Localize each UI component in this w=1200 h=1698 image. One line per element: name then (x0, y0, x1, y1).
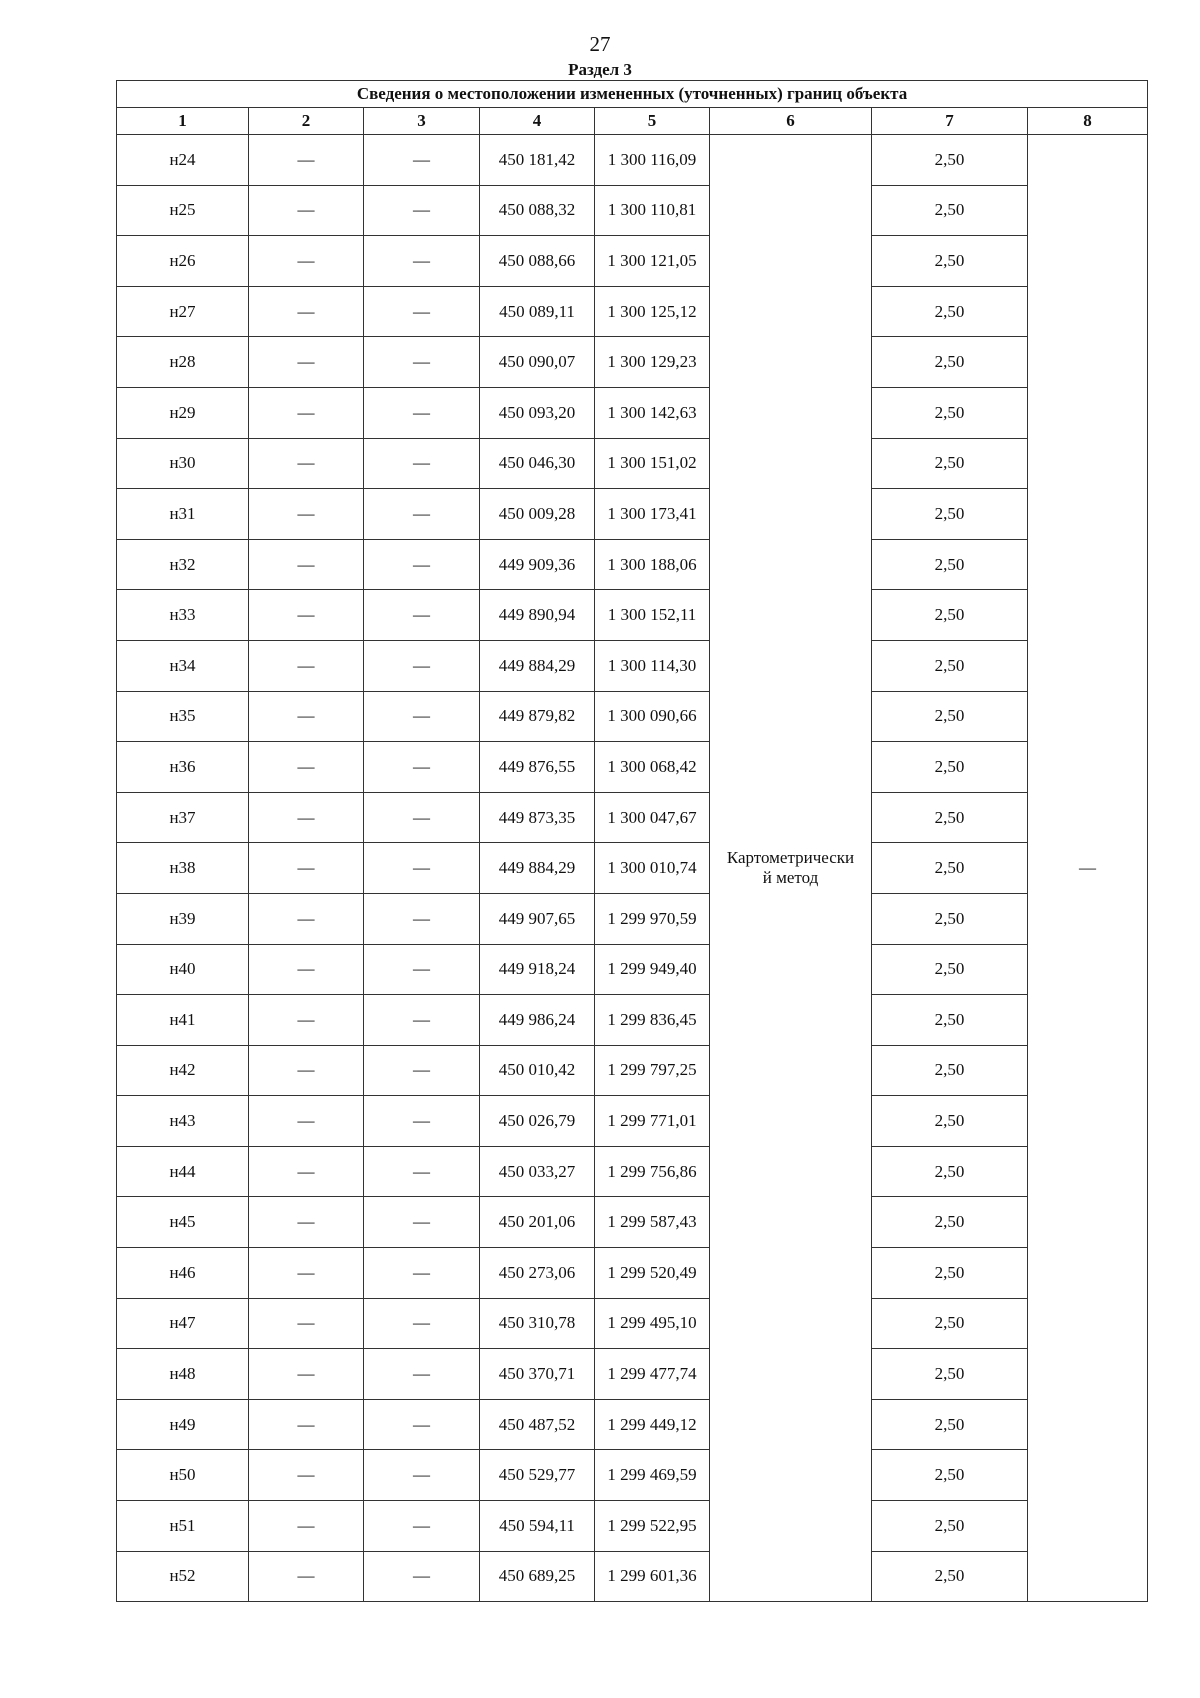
col3-cell: — (364, 843, 480, 894)
y-coordinate-cell: 1 300 125,12 (595, 286, 710, 337)
table-row (117, 489, 1148, 540)
column-number: 1 (117, 108, 249, 135)
y-coordinate-cell: 1 300 010,74 (595, 843, 710, 894)
accuracy-cell: 2,50 (872, 489, 1028, 540)
table-row (117, 286, 1148, 337)
point-name-cell: н27 (117, 286, 249, 337)
col3-cell: — (364, 438, 480, 489)
table-row (117, 1399, 1148, 1450)
y-coordinate-cell: 1 299 836,45 (595, 995, 710, 1046)
accuracy-cell: 2,50 (872, 135, 1028, 186)
point-name-cell: н26 (117, 236, 249, 287)
y-coordinate-cell: 1 300 090,66 (595, 691, 710, 742)
accuracy-cell: 2,50 (872, 843, 1028, 894)
table-row (117, 1146, 1148, 1197)
x-coordinate-cell: 450 689,25 (480, 1551, 595, 1602)
col2-cell: — (249, 1450, 364, 1501)
table-row (117, 640, 1148, 691)
point-name-cell: н45 (117, 1197, 249, 1248)
table-row (117, 691, 1148, 742)
x-coordinate-cell: 449 918,24 (480, 944, 595, 995)
col2-cell: — (249, 843, 364, 894)
x-coordinate-cell: 450 370,71 (480, 1349, 595, 1400)
y-coordinate-cell: 1 299 756,86 (595, 1146, 710, 1197)
col3-cell: — (364, 691, 480, 742)
x-coordinate-cell: 450 010,42 (480, 1045, 595, 1096)
point-name-cell: н52 (117, 1551, 249, 1602)
col2-cell: — (249, 185, 364, 236)
accuracy-cell: 2,50 (872, 691, 1028, 742)
accuracy-cell: 2,50 (872, 337, 1028, 388)
table-row (117, 995, 1148, 1046)
col3-cell: — (364, 1197, 480, 1248)
section-title: Раздел 3 (568, 60, 632, 79)
y-coordinate-cell: 1 299 771,01 (595, 1096, 710, 1147)
table-caption: Сведения о местоположении измененных (уточненных) границ объекта (117, 81, 1148, 108)
accuracy-cell: 2,50 (872, 185, 1028, 236)
accuracy-cell: 2,50 (872, 438, 1028, 489)
col3-cell: — (364, 1298, 480, 1349)
y-coordinate-cell: 1 299 477,74 (595, 1349, 710, 1400)
point-name-cell: н41 (117, 995, 249, 1046)
y-coordinate-cell: 1 300 129,23 (595, 337, 710, 388)
col3-cell: — (364, 640, 480, 691)
point-name-cell: н37 (117, 792, 249, 843)
table-row (117, 1551, 1148, 1602)
col2-cell: — (249, 792, 364, 843)
x-coordinate-cell: 449 884,29 (480, 843, 595, 894)
y-coordinate-cell: 1 299 587,43 (595, 1197, 710, 1248)
point-name-cell: н36 (117, 742, 249, 793)
table-row (117, 438, 1148, 489)
col2-cell: — (249, 742, 364, 793)
accuracy-cell: 2,50 (872, 236, 1028, 287)
col3-cell: — (364, 337, 480, 388)
point-name-cell: н33 (117, 590, 249, 641)
col3-cell: — (364, 387, 480, 438)
table-row (117, 792, 1148, 843)
col3-cell: — (364, 742, 480, 793)
x-coordinate-cell: 450 529,77 (480, 1450, 595, 1501)
x-coordinate-cell: 449 890,94 (480, 590, 595, 641)
accuracy-cell: 2,50 (872, 1146, 1028, 1197)
accuracy-cell: 2,50 (872, 539, 1028, 590)
point-name-cell: н34 (117, 640, 249, 691)
x-coordinate-cell: 449 876,55 (480, 742, 595, 793)
x-coordinate-cell: 450 093,20 (480, 387, 595, 438)
point-name-cell: н30 (117, 438, 249, 489)
col2-cell: — (249, 438, 364, 489)
accuracy-cell: 2,50 (872, 944, 1028, 995)
column-number: 8 (1028, 108, 1148, 135)
accuracy-cell: 2,50 (872, 387, 1028, 438)
column-number: 5 (595, 108, 710, 135)
y-coordinate-cell: 1 300 110,81 (595, 185, 710, 236)
point-name-cell: н46 (117, 1248, 249, 1299)
table-row (117, 337, 1148, 388)
point-name-cell: н42 (117, 1045, 249, 1096)
col2-cell: — (249, 1045, 364, 1096)
accuracy-cell: 2,50 (872, 286, 1028, 337)
accuracy-cell: 2,50 (872, 742, 1028, 793)
col3-cell: — (364, 1045, 480, 1096)
x-coordinate-cell: 450 201,06 (480, 1197, 595, 1248)
y-coordinate-cell: 1 299 797,25 (595, 1045, 710, 1096)
y-coordinate-cell: 1 299 601,36 (595, 1551, 710, 1602)
col2-cell: — (249, 286, 364, 337)
y-coordinate-cell: 1 300 188,06 (595, 539, 710, 590)
table-row (117, 1045, 1148, 1096)
column-number: 7 (872, 108, 1028, 135)
point-name-cell: н38 (117, 843, 249, 894)
x-coordinate-cell: 449 909,36 (480, 539, 595, 590)
table-row (117, 1248, 1148, 1299)
col3-cell: — (364, 1248, 480, 1299)
table-row (117, 135, 1148, 186)
col2-cell: — (249, 1248, 364, 1299)
x-coordinate-cell: 450 033,27 (480, 1146, 595, 1197)
point-name-cell: н25 (117, 185, 249, 236)
point-name-cell: н48 (117, 1349, 249, 1400)
x-coordinate-cell: 449 879,82 (480, 691, 595, 742)
col3-cell: — (364, 1349, 480, 1400)
x-coordinate-cell: 450 026,79 (480, 1096, 595, 1147)
col2-cell: — (249, 1399, 364, 1450)
point-name-cell: н24 (117, 135, 249, 186)
method-cell (710, 135, 872, 1602)
accuracy-cell: 2,50 (872, 590, 1028, 641)
y-coordinate-cell: 1 300 068,42 (595, 742, 710, 793)
x-coordinate-cell: 450 046,30 (480, 438, 595, 489)
y-coordinate-cell: 1 299 469,59 (595, 1450, 710, 1501)
method-text-line: й метод (762, 868, 819, 888)
point-name-cell: н47 (117, 1298, 249, 1349)
y-coordinate-cell: 1 300 142,63 (595, 387, 710, 438)
col2-cell: — (249, 1501, 364, 1552)
y-coordinate-cell: 1 300 151,02 (595, 438, 710, 489)
col2-cell: — (249, 995, 364, 1046)
accuracy-cell: 2,50 (872, 1197, 1028, 1248)
col2-cell: — (249, 893, 364, 944)
col3-cell: — (364, 1096, 480, 1147)
y-coordinate-cell: 1 300 114,30 (595, 640, 710, 691)
x-coordinate-cell: 450 487,52 (480, 1399, 595, 1450)
x-coordinate-cell: 450 181,42 (480, 135, 595, 186)
point-name-cell: н43 (117, 1096, 249, 1147)
col2-cell: — (249, 539, 364, 590)
x-coordinate-cell: 450 273,06 (480, 1248, 595, 1299)
table-row (117, 1298, 1148, 1349)
y-coordinate-cell: 1 299 520,49 (595, 1248, 710, 1299)
col3-cell: — (364, 1146, 480, 1197)
x-coordinate-cell: 449 873,35 (480, 792, 595, 843)
column8-cell: — (1028, 135, 1148, 1602)
table-row (117, 843, 1148, 894)
point-name-cell: н40 (117, 944, 249, 995)
col3-cell: — (364, 236, 480, 287)
y-coordinate-cell: 1 300 173,41 (595, 489, 710, 540)
col3-cell: — (364, 539, 480, 590)
accuracy-cell: 2,50 (872, 1298, 1028, 1349)
point-name-cell: н39 (117, 893, 249, 944)
col2-cell: — (249, 1197, 364, 1248)
column-number-row (117, 108, 1148, 135)
col2-cell: — (249, 640, 364, 691)
table-row (117, 387, 1148, 438)
col3-cell: — (364, 590, 480, 641)
accuracy-cell: 2,50 (872, 1045, 1028, 1096)
accuracy-cell: 2,50 (872, 1349, 1028, 1400)
x-coordinate-cell: 450 090,07 (480, 337, 595, 388)
col2-cell: — (249, 236, 364, 287)
boundary-coordinates-table (116, 80, 1148, 1602)
col2-cell: — (249, 1298, 364, 1349)
table-row (117, 1096, 1148, 1147)
col3-cell: — (364, 1551, 480, 1602)
col2-cell: — (249, 1096, 364, 1147)
col3-cell: — (364, 185, 480, 236)
col2-cell: — (249, 691, 364, 742)
x-coordinate-cell: 450 594,11 (480, 1501, 595, 1552)
point-name-cell: н50 (117, 1450, 249, 1501)
point-name-cell: н44 (117, 1146, 249, 1197)
y-coordinate-cell: 1 300 116,09 (595, 135, 710, 186)
table-row (117, 1501, 1148, 1552)
table-row (117, 893, 1148, 944)
point-name-cell: н51 (117, 1501, 249, 1552)
x-coordinate-cell: 449 884,29 (480, 640, 595, 691)
col3-cell: — (364, 1399, 480, 1450)
col2-cell: — (249, 944, 364, 995)
point-name-cell: н35 (117, 691, 249, 742)
column-number: 6 (710, 108, 872, 135)
table-row (117, 1197, 1148, 1248)
y-coordinate-cell: 1 299 449,12 (595, 1399, 710, 1450)
point-name-cell: н29 (117, 387, 249, 438)
y-coordinate-cell: 1 299 495,10 (595, 1298, 710, 1349)
accuracy-cell: 2,50 (872, 1450, 1028, 1501)
point-name-cell: н49 (117, 1399, 249, 1450)
col2-cell: — (249, 337, 364, 388)
accuracy-cell: 2,50 (872, 640, 1028, 691)
col2-cell: — (249, 590, 364, 641)
y-coordinate-cell: 1 299 970,59 (595, 893, 710, 944)
table-row (117, 185, 1148, 236)
col2-cell: — (249, 1146, 364, 1197)
col2-cell: — (249, 387, 364, 438)
table-body (117, 135, 1148, 1602)
y-coordinate-cell: 1 299 522,95 (595, 1501, 710, 1552)
col3-cell: — (364, 792, 480, 843)
col2-cell: — (249, 1551, 364, 1602)
y-coordinate-cell: 1 300 152,11 (595, 590, 710, 641)
y-coordinate-cell: 1 299 949,40 (595, 944, 710, 995)
x-coordinate-cell: 450 088,32 (480, 185, 595, 236)
table-row (117, 742, 1148, 793)
point-name-cell: н28 (117, 337, 249, 388)
method-text-line: Картометрически (726, 848, 855, 868)
column-number: 4 (480, 108, 595, 135)
table-row (117, 944, 1148, 995)
x-coordinate-cell: 450 089,11 (480, 286, 595, 337)
col3-cell: — (364, 489, 480, 540)
accuracy-cell: 2,50 (872, 1399, 1028, 1450)
col2-cell: — (249, 135, 364, 186)
col3-cell: — (364, 286, 480, 337)
page-number: 27 (589, 32, 611, 56)
col2-cell: — (249, 489, 364, 540)
accuracy-cell: 2,50 (872, 1248, 1028, 1299)
table-row (117, 539, 1148, 590)
x-coordinate-cell: 450 009,28 (480, 489, 595, 540)
point-name-cell: н31 (117, 489, 249, 540)
accuracy-cell: 2,50 (872, 995, 1028, 1046)
col2-cell: — (249, 1349, 364, 1400)
column-number: 3 (364, 108, 480, 135)
col3-cell: — (364, 893, 480, 944)
table-row (117, 1349, 1148, 1400)
accuracy-cell: 2,50 (872, 1551, 1028, 1602)
column-number: 2 (249, 108, 364, 135)
col3-cell: — (364, 1501, 480, 1552)
y-coordinate-cell: 1 300 121,05 (595, 236, 710, 287)
x-coordinate-cell: 449 907,65 (480, 893, 595, 944)
table-row (117, 1450, 1148, 1501)
table-row (117, 236, 1148, 287)
table-row (117, 590, 1148, 641)
point-name-cell: н32 (117, 539, 249, 590)
x-coordinate-cell: 450 310,78 (480, 1298, 595, 1349)
col3-cell: — (364, 944, 480, 995)
col3-cell: — (364, 1450, 480, 1501)
col3-cell: — (364, 135, 480, 186)
y-coordinate-cell: 1 300 047,67 (595, 792, 710, 843)
accuracy-cell: 2,50 (872, 1096, 1028, 1147)
accuracy-cell: 2,50 (872, 893, 1028, 944)
accuracy-cell: 2,50 (872, 1501, 1028, 1552)
x-coordinate-cell: 449 986,24 (480, 995, 595, 1046)
col3-cell: — (364, 995, 480, 1046)
accuracy-cell: 2,50 (872, 792, 1028, 843)
x-coordinate-cell: 450 088,66 (480, 236, 595, 287)
